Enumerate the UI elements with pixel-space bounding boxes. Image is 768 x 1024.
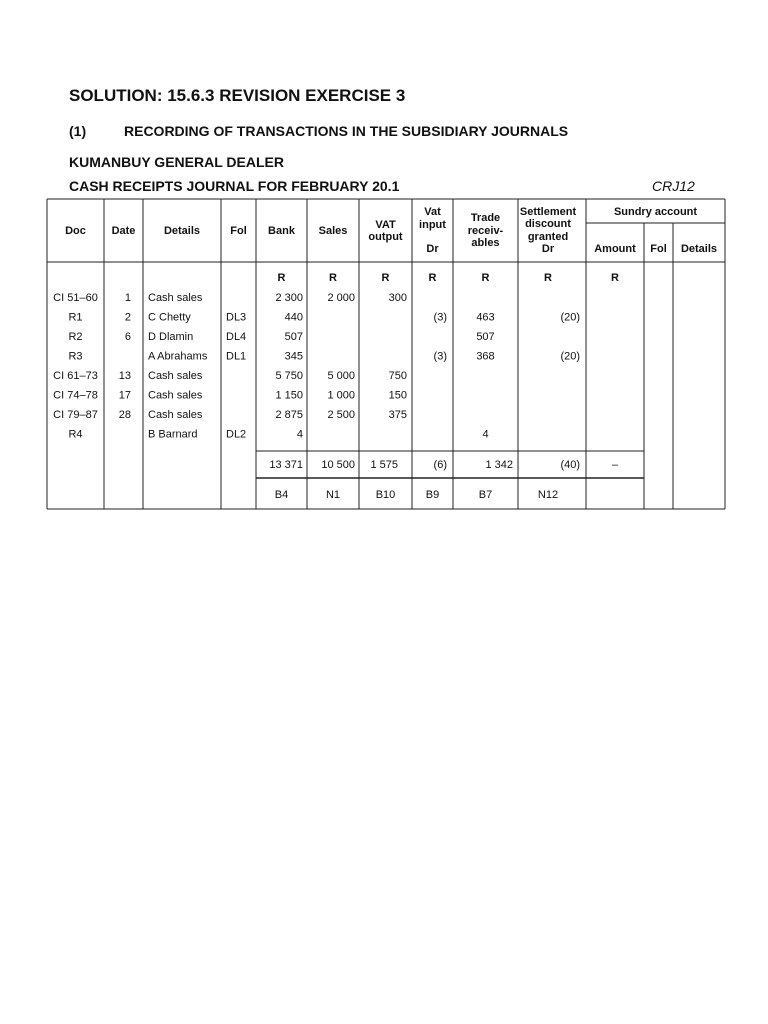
cell-details: D Dlamin [148, 331, 194, 343]
posting-refs-row [275, 489, 558, 501]
table-row [68, 429, 488, 441]
total-sales: 10 500 [321, 459, 355, 471]
ref-bank: B4 [274, 489, 289, 501]
cell-vat-output: 150 [388, 389, 407, 402]
cell-settle: (20) [560, 311, 580, 324]
cell-sales: 2 000 [327, 292, 355, 304]
part-number: (1) [69, 123, 87, 139]
cell-sales: 2 500 [327, 409, 355, 421]
cell-bank: 4 [296, 428, 303, 441]
cell-fol: DL3 [226, 311, 247, 324]
ref-vat-output: B10 [375, 489, 396, 501]
cell-doc: R4 [68, 428, 83, 441]
cell-trade: 4 [482, 428, 489, 441]
business-name: KUMANBUY GENERAL DEALER [69, 154, 284, 170]
header-bank: Bank [268, 225, 295, 237]
header-settlement-line1: Settlement [519, 206, 577, 218]
header-trade-line3: ables [471, 237, 500, 249]
currency-trade: R [481, 272, 490, 284]
header-sundry-amount: Amount [594, 243, 636, 255]
cell-date: 6 [124, 331, 131, 343]
cell-date: 13 [118, 370, 131, 382]
cell-vat-input: (3) [433, 350, 447, 363]
cell-doc: CI 61–73 [53, 370, 98, 382]
table-row [53, 370, 407, 382]
cell-fol: DL4 [226, 331, 247, 343]
table-row [53, 409, 407, 421]
table-row [53, 292, 407, 304]
cell-doc: CI 74–78 [53, 389, 98, 402]
ref-vat-input: B9 [425, 489, 440, 501]
totals-row [269, 459, 619, 471]
header-details: Details [163, 225, 201, 237]
cell-bank: 507 [284, 331, 303, 343]
table-row [68, 351, 580, 363]
header-trade-line2: receiv- [467, 225, 504, 237]
ref-settlement: N12 [537, 489, 559, 501]
currency-settlement: R [544, 272, 552, 284]
table-row [68, 331, 494, 343]
cell-trade: 368 [476, 350, 495, 363]
cell-doc: R1 [68, 311, 83, 324]
cell-details: B Barnard [148, 428, 198, 441]
total-trade: 1 342 [485, 459, 513, 471]
cell-date: 1 [124, 292, 131, 304]
table-row [68, 312, 580, 324]
total-bank: 13 371 [269, 459, 303, 471]
total-vat-input: (6) [433, 459, 447, 471]
currency-vat-output: R [381, 272, 390, 284]
cell-vat-output: 300 [388, 292, 407, 304]
journal-reference: CRJ12 [652, 178, 695, 194]
table-row [53, 390, 407, 402]
total-vat-output: 1 575 [370, 459, 398, 471]
header-vat-output-line2: output [368, 231, 403, 243]
header-vat-input-dr: Dr [426, 243, 439, 255]
cell-sales: 5 000 [327, 370, 355, 382]
cell-fol: DL2 [226, 428, 247, 441]
part-title: RECORDING OF TRANSACTIONS IN THE SUBSIDIARY JOURNALS [124, 123, 569, 139]
cell-bank: 1 150 [275, 389, 303, 402]
header-sundry-fol: Fol [650, 243, 667, 255]
cell-date: 28 [118, 409, 131, 421]
journal-title: CASH RECEIPTS JOURNAL FOR FEBRUARY 20.1 [69, 178, 400, 194]
cell-details: Cash sales [148, 292, 203, 304]
header-trade-line1: Trade [470, 212, 501, 224]
header-settlement-line2: discount [525, 218, 571, 230]
currency-row [278, 272, 620, 284]
cell-date: 17 [118, 389, 131, 402]
header-doc: Doc [65, 225, 86, 237]
cell-details: Cash sales [148, 370, 203, 382]
currency-bank: R [277, 272, 286, 284]
total-sundry: – [611, 459, 619, 471]
currency-sundry: R [611, 272, 619, 284]
header-sundry-details: Details [680, 243, 718, 255]
cell-trade: 507 [476, 331, 495, 343]
header-sundry-account: Sundry account [613, 206, 698, 218]
cell-date: 2 [124, 311, 131, 324]
ref-trade: B7 [478, 489, 493, 501]
cell-vat-output: 750 [388, 370, 407, 382]
cell-doc: R2 [68, 331, 83, 343]
cell-bank: 5 750 [275, 370, 303, 382]
cell-bank: 2 300 [275, 292, 303, 304]
total-settlement: (40) [560, 459, 580, 471]
currency-sales: R [329, 272, 337, 284]
header-date: Date [111, 225, 136, 237]
cell-trade: 463 [476, 311, 495, 324]
cell-fol: DL1 [226, 350, 247, 363]
cell-doc: CI 51–60 [53, 292, 98, 304]
cell-sales: 1 000 [327, 389, 355, 402]
cell-details: A Abrahams [148, 350, 208, 363]
cell-details: Cash sales [148, 389, 203, 402]
journal-rows [53, 292, 580, 441]
cell-vat-input: (3) [433, 311, 447, 324]
cell-details: Cash sales [148, 409, 203, 421]
header-settlement-line3: granted [527, 231, 569, 243]
cell-doc: R3 [68, 350, 83, 363]
cell-vat-output: 375 [388, 409, 407, 421]
cell-bank: 440 [284, 311, 303, 324]
header-vat-output-line1: VAT [375, 219, 396, 231]
currency-vat-input: R [428, 272, 437, 284]
ref-sales: N1 [325, 489, 341, 501]
header-vat-input-line1: Vat [424, 206, 441, 218]
column-headers [65, 206, 717, 255]
cell-settle: (20) [560, 350, 580, 363]
header-fol: Fol [230, 225, 247, 237]
cell-bank: 2 875 [275, 409, 303, 421]
solution-heading: SOLUTION: 15.6.3 REVISION EXERCISE 3 [69, 86, 406, 105]
header-sales: Sales [318, 225, 348, 237]
cell-bank: 345 [284, 350, 303, 363]
cell-details: C Chetty [148, 311, 191, 324]
header-vat-input-line2: input [419, 219, 446, 231]
header-settlement-dr: Dr [541, 243, 555, 255]
cell-doc: CI 79–87 [53, 409, 98, 421]
